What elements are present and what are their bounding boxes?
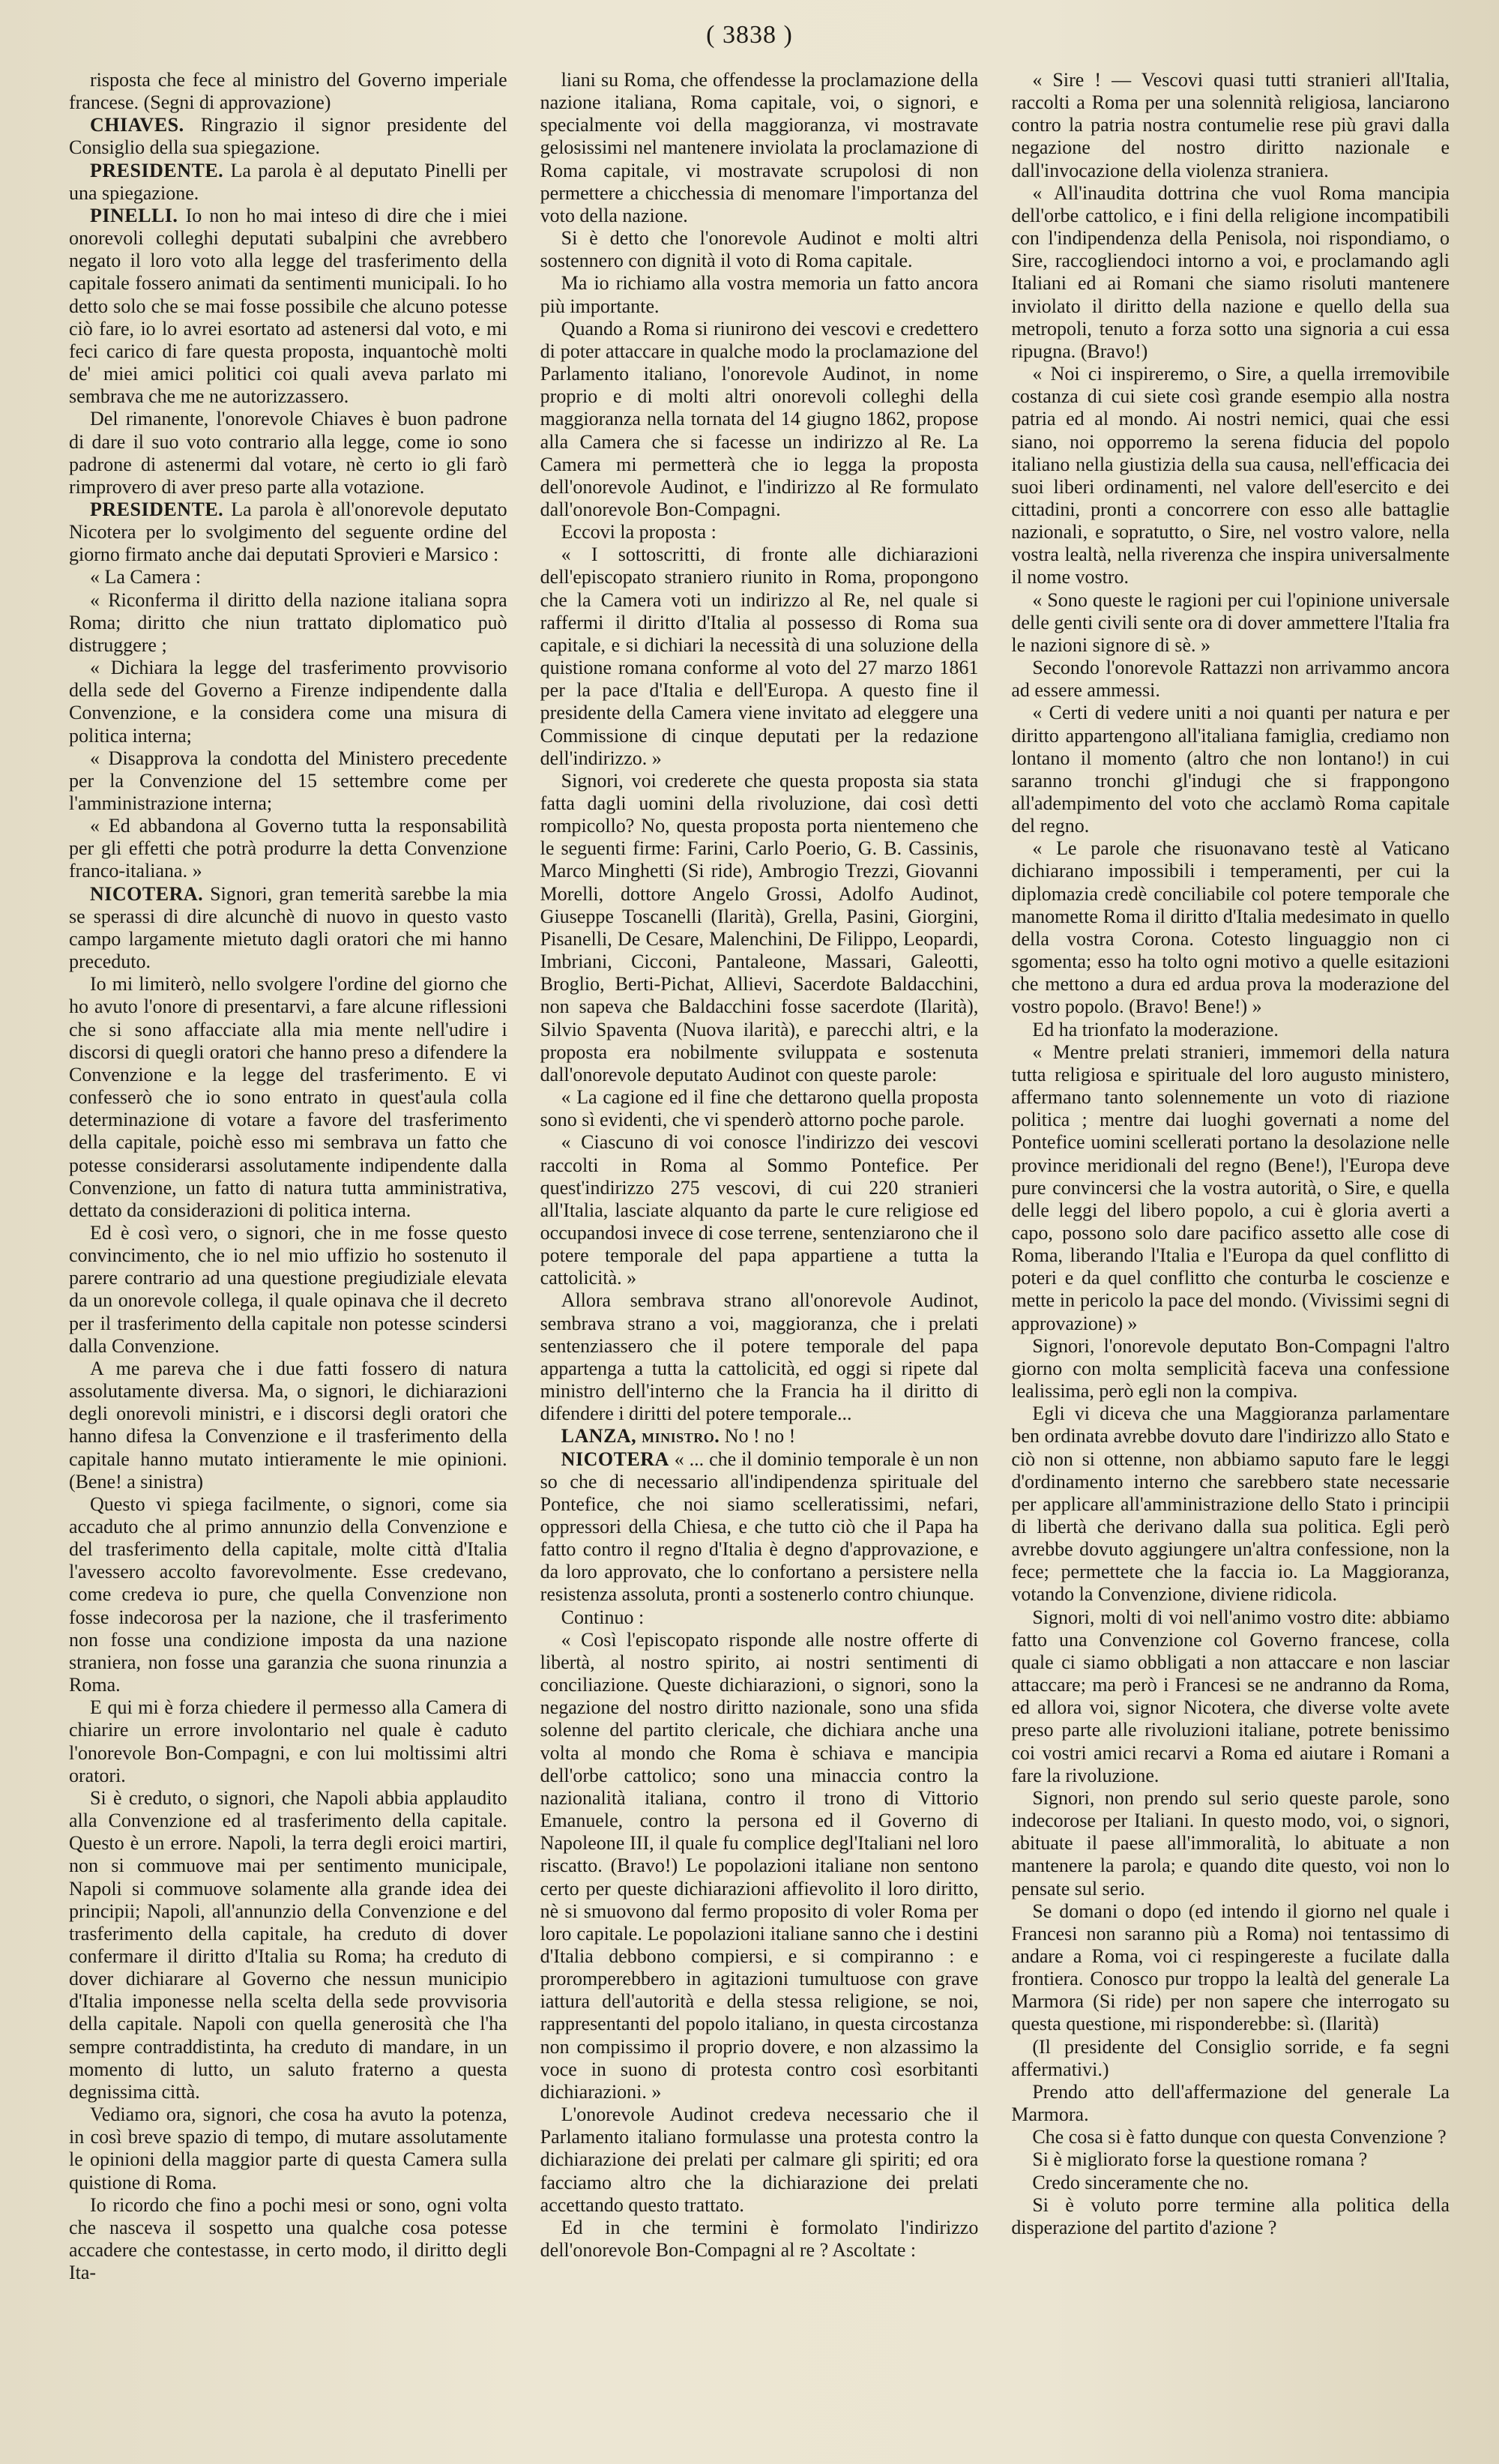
paragraph-text: Eccovi la proposta : xyxy=(561,521,717,543)
paragraph-text: Ed in che termini è formolato l'indirizzo dell'onorevole Bon-Compagni al re ? Ascoltate : xyxy=(540,2216,979,2261)
paragraph-text: Ma io richiamo alla vostra memoria un fatto ancora più importante. xyxy=(540,272,979,317)
paragraph xyxy=(69,2103,507,2194)
paragraph xyxy=(1011,1606,1450,1787)
paragraph-text: A me pareva che i due fatti fossero di natura assolutamente diversa. Ma, o signori, le dichiarazioni degli onorevoli ministri, e i discorsi degli oratori che hanno difesa la Convenzione e il trasferimento della capitale hanno mutato intieramente le mie opinioni. (Bene! a sinistra) xyxy=(69,1357,507,1492)
paragraph-text: Io mi limiterò, nello svolgere l'ordine del giorno che ho avuto l'onore di presentarvi, a fare alcune riflessioni che si sono affacciate alla mia mente nell'udire i discorsi di quegli oratori che hanno preso a difendere la Convenzione e la legge del trasferimento. E vi confesserò che io sono entrato in quest'aula colla determinazione di votare a favore del trasferimento della capitale, poichè esso mi sembrava un fatto che potesse considerarsi assolutamente indipendente dalla Convenzione, un fatto di natura tutta amministrativa, dettato da considerazioni di politica interna. xyxy=(69,973,507,1221)
paragraph xyxy=(1011,182,1450,363)
paragraph xyxy=(1011,589,1450,657)
paragraph xyxy=(540,1448,979,1606)
paragraph xyxy=(69,1696,507,1787)
paragraph xyxy=(1011,2126,1450,2148)
paragraph-text: « Disapprova la condotta del Ministero precedente per la Convenzione del 15 settembre come per l'amministrazione interna; xyxy=(69,747,507,814)
paragraph-text: Secondo l'onorevole Rattazzi non arrivammo ancora ad essere ammessi. xyxy=(1011,657,1450,702)
paragraph-text: Continuo : xyxy=(561,1606,645,1628)
page-number: ( 3838 ) xyxy=(706,21,793,49)
paragraph xyxy=(69,1222,507,1358)
paragraph xyxy=(69,2194,507,2285)
paragraph xyxy=(540,1606,979,1629)
column-middle xyxy=(540,69,979,2430)
paragraph-text: Credo sinceramente che no. xyxy=(1032,2171,1249,2193)
paragraph xyxy=(1011,1019,1450,1041)
paragraph xyxy=(69,1358,507,1493)
paragraph-text: E qui mi è forza chiedere il permesso alla Camera di chiarire un errore involontario nel quale è caduto l'onorevole Bon-Compagni, e con lui moltissimi altri oratori. xyxy=(69,1696,507,1786)
paragraph xyxy=(69,498,507,566)
paragraph xyxy=(540,2217,979,2262)
paragraph-text: Ed è così vero, o signori, che in me fosse questo convincimento, che io nel mio uffizio ho sostenuto il parere contrario ad una questione pregiudiziale elevata da un onorevole collega, il quale opinava che il decreto per il trasferimento della capitale non potesse scindersi dalla Convenzione. xyxy=(69,1221,507,1357)
paragraph-text: Signori, molti di voi nell'animo vostro dite: abbiamo fatto una Convenzione col Governo francese, colla quale ci siamo obbligati a non attaccare e non lasciar attaccare; ma però i Francesi se ne andranno da Roma, ed allora voi, signor Nicotera, che diverse volte avete preso parte alle rivoluzioni italiane, potrete benissimo coi vostri amici recarvi a Roma ed aiutare i Romani a fare la rivoluzione. xyxy=(1011,1606,1450,1786)
paragraph-text: Signori, gran temerità sarebbe la mia se sperassi di dire alcunchè di nuovo in questo vasto campo largamente mietuto dagli oratori che mi hanno preceduto. xyxy=(69,882,507,973)
paragraph-text: « ... che il dominio temporale è un non so che di necessario all'indipendenza spirituale del Pontefice, che noi siamo scelleratissimi, nefari, oppressori della Chiesa, e che tutto ciò che il Papa ha fatto contro il regno d'Italia è degno d'approvazione, e da loro approvato, che lo confortano a persistere nella resistenza assoluta, pronti a sostenerlo contro chiunque. xyxy=(540,1448,979,1606)
column-left xyxy=(69,69,507,2430)
paragraph-text: Signori, l'onorevole deputato Bon-Compagni l'altro giorno con molta semplicità faceva una confessione lealissima, però egli non la compiva. xyxy=(1011,1334,1450,1403)
paragraph xyxy=(69,589,507,657)
paragraph-text: « All'inaudita dottrina che vuol Roma mancipia dell'orbe cattolico, e i fini della religione incompatibili con l'indipendenza della Penisola, noi rispondiamo, o Sire, raccogliendoci intorno a voi, e proclamando agli Italiani ed ai Romani che siamo risoluti mantenere inviolato il diritto della nazione e quello della sua metropoli, tenuto a forza sotto una signoria a cui essa ripugna. (Bravo!) xyxy=(1011,181,1450,362)
paragraph-text: La parola è all'onorevole deputato Nicotera per lo svolgimento del seguente ordine del giorno firmato anche dai deputati Sprovieri e Marsico : xyxy=(69,498,507,566)
paragraph-text: « Certi di vedere uniti a noi quanti per natura e per diritto appartengono all'italiana famiglia, crediamo non lontano il momento (altro che non lontano!) in cui saranno tronchi gl'indugi che si frappongono all'adempimento del voto che acclamò Roma capitale del regno. xyxy=(1011,702,1450,837)
paragraph-text: « La Camera : xyxy=(90,566,201,588)
paragraph-text: (Il presidente del Consiglio sorride, e fa segni affermativi.) xyxy=(1011,2035,1450,2080)
paragraph xyxy=(1011,1900,1450,2036)
paragraph xyxy=(1011,1403,1450,1606)
paragraph-text: No ! no ! xyxy=(724,1425,796,1448)
paragraph-text: Io ricordo che fino a pochi mesi or sono, ogni volta che nasceva il sospetto una qualche cosa potesse accadere che contestasse, in certo modo, il diritto degli Ita- xyxy=(69,2193,507,2284)
paragraph xyxy=(540,1086,979,1131)
paragraph xyxy=(69,566,507,588)
paragraph xyxy=(1011,1335,1450,1403)
paragraph xyxy=(69,408,507,498)
paragraph-text: « Noi ci inspireremo, o Sire, a quella irremovibile costanza di cui siete così grande esempio alla nostra patria ed al mondo. Ai nostri nemici, quai che essi siano, noi opporremo la serena fiducia del popolo italiano nella giustizia della sua causa, nell'efficacia dei suoi liberi ordinamenti, nel valore dell'esercito e dei cittadini, pronti a concorrere con esso alle battaglie nazionali, e sopratutto, o Sire, nel vostro valore, nella vostra lealtà, nella riverenza che inspira universalmente il nome vostro. xyxy=(1011,363,1450,588)
paragraph-text: « Mentre prelati stranieri, immemori della natura tutta religiosa e spirituale del loro augusto ministero, affermano tanto solennemente un voto di riazione politica ; mentre dai luoghi governati a nome del Pontefice uomini scellerati portano la desolazione nelle province meridionali del regno (Bene!), l'Europa deve pure convincersi che la vostra autorità, o Sire, e quella delle leggi del libero popolo, a cui è gloria averti a capo, possono solo dare pacifico assetto alle cose di Roma, liberando l'Italia e l'Europa da quel conflitto di poteri e da quel conflitto che conturba le coscienze e mette in pericolo la pace del mondo. (Vivissimi segni di approvazione) » xyxy=(1011,1040,1450,1334)
paragraph-text: « Sire ! — Vescovi quasi tutti stranieri all'Italia, raccolti a Roma per una solennità religiosa, lanciarono contro la patria nostra contumelie rese più gravi dalla negazione del nostro diritto nazionale e dall'invocazione della violenza straniera. xyxy=(1011,69,1450,181)
paragraph xyxy=(69,973,507,1222)
paragraph-text: Prendo atto dell'affermazione del generale La Marmora. xyxy=(1011,2080,1450,2126)
paragraph-text: Ringrazio il signor presidente del Consiglio della sua spiegazione. xyxy=(69,114,507,159)
speaker-name: LANZA, ministro. xyxy=(561,1425,720,1448)
paragraph xyxy=(540,521,979,543)
paragraph-text: liani su Roma, che offendesse la proclamazione della nazione italiana, Roma capitale, voi, o signori, e specialmente voi della maggioranza, vi mostravate gelosissimi nel mantenere inviolata la proclamazione di Roma capitale, vi mostravate scrupolosi di non permettere a chicchessia di menomare l'importanza del voto della nazione. xyxy=(540,69,979,226)
paragraph xyxy=(69,883,507,974)
paragraph xyxy=(540,227,979,272)
paragraph xyxy=(1011,2148,1450,2171)
paragraph-text: La parola è al deputato Pinelli per una spiegazione. xyxy=(69,159,507,204)
speaker-name: PINELLI. xyxy=(90,204,178,226)
paragraph-text: « Sono queste le ragioni per cui l'opinione universale delle genti civili sente ora di dover ammettere l'Italia fra le nazioni signore di sè. » xyxy=(1011,588,1450,656)
paragraph xyxy=(69,160,507,205)
paragraph-text: Io non ho mai inteso di dire che i miei onorevoli colleghi deputati subalpini che avrebbero negato il loro voto alla legge del trasferimento della capitale fossero animati da sentimenti municipali. Io ho detto solo che se mai fosse possibile che alcuno potesse ciò fare, io lo avrei esortato ad astenersi dal voto, e mi feci carico di fare questa proposta, inquantochè molti de' miei amici politici coi quali aveva parlato mi sembrava che me ne autorizzassero. xyxy=(69,204,507,408)
paragraph xyxy=(1011,2172,1450,2194)
paragraph xyxy=(540,1131,979,1289)
paragraph-text: Egli vi diceva che una Maggioranza parlamentare ben ordinata avrebbe dovuto dare l'indirizzo allo Stato e ciò non si ottenne, non abbiamo saputo fare le leggi d'ordinamento interno che sarebbero state necessarie per applicare all'amministrazione dello Stato i principii di libertà che derivano dalla sua politica. Egli però avrebbe dovuto aggiungere un'altra confessione, non la fece; permettete che la faccia io. La Maggioranza, votando la Convenzione, diviene ridicola. xyxy=(1011,1403,1450,1606)
paragraph xyxy=(1011,702,1450,837)
speaker-name: NICOTERA. xyxy=(90,882,204,905)
paragraph-text: Questo vi spiega facilmente, o signori, come sia accaduto che al primo annunzio della Convenzione e del trasferimento della capitale, molte città d'Italia l'avessero accolto favorevolmente. Esse credevano, come credeva io pure, che quella Convenzione non fosse indecorosa per la nazione, che il trasferimento non fosse una condizione imposta da una nazione straniera, non fosse una garanzia che suona rinunzia a Roma. xyxy=(69,1492,507,1696)
paragraph-text: Signori, non prendo sul serio queste parole, sono indecorose per Italiani. In questo modo, voi, o signori, abituate il paese all'immoralità, lo abituate a non mantenere la parola; e quando dite questo, voi non lo pensate sul serio. xyxy=(1011,1786,1450,1900)
paragraph-text: « Le parole che risuonavano testè al Vaticano dichiarano impossibili i temperamenti, per cui la diplomazia credè conciliabile col potere temporale che manomette Roma il diritto d'Italia medesimato in quello della vostra Corona. Cotesto linguaggio non ci sgomenta; esso ha tolto ogni motivo a quelle esitazioni che mettono a dura ed ardua prova la moderazione del vostro popolo. (Bravo! Bene!) » xyxy=(1011,837,1450,1018)
paragraph-text: « Ciascuno di voi conosce l'indirizzo dei vescovi raccolti in Roma al Sommo Pontefice. Per quest'indirizzo 275 vescovi, di cui 220 stranieri all'Italia, lasciate alquanto da parte le cure religiose ed occupandosi invece di cose terrene, sentenziarono che il potere temporale del papa appartiene a tutta la cattolicità. » xyxy=(540,1131,979,1289)
paragraph-text: Si è creduto, o signori, che Napoli abbia applaudito alla Convenzione ed al trasferimento della capitale. Questo è un errore. Napoli, la terra degli eroici martiri, non si commuove mai per sentimento municipale, Napoli si commuove solamente alla grande idea dei principii; Napoli, all'annunzio della Convenzione e del trasferimento della capitale, ha creduto di dover confermare il diritto d'Italia su Roma; ha creduto di dover dichiarare al Governo che nessun municipio d'Italia imponesse nella scelta della sede provvisoria della capitale. Napoli con quella generosità che l'ha sempre contraddistinta, ha creduto di mandare, in un momento di lutto, un saluto fraterno a questa degnissima città. xyxy=(69,1786,507,2103)
text-columns xyxy=(69,69,1450,2430)
speaker-name: NICOTERA xyxy=(561,1448,669,1470)
speaker-name: PRESIDENTE. xyxy=(90,498,224,520)
paragraph xyxy=(1011,1787,1450,1900)
paragraph xyxy=(1011,2081,1450,2126)
paragraph xyxy=(540,1289,979,1425)
paragraph xyxy=(69,69,507,114)
paragraph xyxy=(540,272,979,317)
paragraph-text: L'onorevole Audinot credeva necessario che il Parlamento italiano formulasse una protesta contro la dichiarazione dei prelati per calmare gli spiriti; ed ora facciamo altro che la dichiarazione dei prelati accettando questo trattato. xyxy=(540,2103,979,2216)
paragraph xyxy=(69,205,507,408)
paragraph xyxy=(1011,69,1450,182)
paragraph xyxy=(540,69,979,227)
paragraph xyxy=(540,1629,979,2103)
column-right xyxy=(1011,69,1450,2430)
paragraph-text: « La cagione ed il fine che dettarono quella proposta sono sì evidenti, che vi spenderò attorno poche parole. xyxy=(540,1086,979,1131)
paragraph xyxy=(1011,837,1450,1018)
paragraph-text: Si è detto che l'onorevole Audinot e molti altri sostennero con dignità il voto di Roma capitale. xyxy=(540,227,979,272)
paragraph xyxy=(69,114,507,159)
speaker-name: CHIAVES. xyxy=(90,114,184,136)
paragraph-text: Allora sembrava strano all'onorevole Audinot, sembrava strano a voi, maggioranza, che i prelati sentenziassero che il potere temporale del papa appartenga a tutta la cattolicità, ed oggi si ripete dal ministro dell'interno che la Francia ha il diritto di difendere i diritti del potere temporale... xyxy=(540,1289,979,1425)
paragraph-text: Se domani o dopo (ed intendo il giorno nel quale i Francesi non saranno più a Roma) noi tentassimo di andare a Roma, voi ci respingereste a fucilate dalla frontiera. Conosco pur troppo la lealtà del generale La Marmora (Si ride) per non sapere che interrogato su questa questione, mi risponderebbe: sì. (Ilarità) xyxy=(1011,1900,1450,2035)
paragraph xyxy=(1011,363,1450,589)
paragraph-text: Che cosa si è fatto dunque con questa Convenzione ? xyxy=(1032,2126,1447,2148)
paragraph xyxy=(1011,2194,1450,2239)
paragraph-text: « Dichiara la legge del trasferimento provvisorio della sede del Governo a Firenze indipendente dalla Convenzione, e la considera come una misura di politica interna; xyxy=(69,657,507,747)
paragraph-text: Del rimanente, l'onorevole Chiaves è buon padrone di dare il suo voto contrario alla legge, come io sono padrone di astenermi dal votare, nè certo io gli farò rimprovero di aver preso parte alla votazione. xyxy=(69,408,507,498)
paragraph xyxy=(1011,2036,1450,2081)
speaker-name: PRESIDENTE. xyxy=(90,159,224,181)
paragraph xyxy=(1011,657,1450,702)
paragraph-text: Si è voluto porre termine alla politica della disperazione del partito d'azione ? xyxy=(1011,2193,1450,2238)
paragraph xyxy=(540,318,979,521)
paragraph-text: Signori, voi crederete che questa proposta sia stata fatta dagli uomini della rivoluzione, dai così detti rompicollo? No, questa proposta porta nientemeno che le seguenti firme: Farini, Carlo Poerio, G. B. Cassinis, Marco Minghetti (Si ride), Ambrogio Trezzi, Giovanni Morelli, dottore Angelo Grossi, Adolfo Audinot, Giuseppe Toscanelli (Ilarità), Grella, Pasini, Giorgini, Pisanelli, De Cesare, Malenchini, De Filippo, Leopardi, Imbriani, Cicconi, Pantaleone, Massari, Galeotti, Broglio, Berti-Pichat, Allievi, Sacerdote Baldacchini, non sapeva che Baldacchini fosse sacerdote (Ilarità), Silvio Spaventa (Nuova ilarità), e parecchi altri, e la proposta era nobilmente sviluppata e sostenuta dall'onorevole deputato Audinot con queste parole: xyxy=(540,769,979,1085)
paragraph xyxy=(69,1787,507,2103)
paragraph xyxy=(1011,1041,1450,1335)
paragraph xyxy=(540,770,979,1086)
paragraph xyxy=(540,543,979,770)
paragraph-text: « Ed abbandona al Governo tutta la responsabilità per gli effetti che potrà produrre la detta Convenzione franco-italiana. » xyxy=(69,815,507,882)
paragraph-text: Si è migliorato forse la questione romana ? xyxy=(1032,2148,1368,2171)
paragraph-text: « Così l'episcopato risponde alle nostre offerte di libertà, al nostro spirito, ai nostri sentimenti di conciliazione. Queste dichiarazioni, o signori, sono la negazione del nostro diritto nazionale, sono una sfida solenne del partito clericale, che dichiara anche una volta al mondo che Roma è schiava e mancipia dell'orbe cattolico; sono una minaccia contro la nazionalità italiana, contro il trono di Vittorio Emanuele, contro la persona ed il Governo di Napoleone III, il quale fu complice degl'Italiani nel loro riscatto. (Bravo!) Le popolazioni italiane non sentono certo per queste dichiarazioni affievolito il loro diritto, nè si smuovono dal fermo proposito di voler Roma per loro capitale. Le popolazioni italiane sanno che i destini d'Italia debbono compiersi, e si compiranno : e proromperebbero in agitazioni tumultuose con grave iattura dell'autorità e della stessa religione, se noi, rappresentanti del popolo italiano, in questa circostanza non compissimo il proprio dovere, e non alzassimo la voce in suono di protesta contro così esorbitanti dichiarazioni. » xyxy=(540,1628,979,2103)
paragraph xyxy=(69,657,507,747)
paragraph-text: Ed ha trionfato la moderazione. xyxy=(1032,1018,1279,1040)
paragraph xyxy=(69,747,507,815)
paragraph xyxy=(540,1425,979,1448)
paragraph-text: Vediamo ora, signori, che cosa ha avuto la potenza, in così breve spazio di tempo, di mutare assolutamente le opinioni della maggior parte di questa Camera sulla quistione di Roma. xyxy=(69,2103,507,2193)
paragraph-text: « I sottoscritti, di fronte alle dichiarazioni dell'episcopato straniero riunito in Roma, propongono che la Camera voti un indirizzo al Re, nel quale si raffermi il diritto d'Italia al possesso di Roma sua capitale, e si dichiari la necessità di una soluzione della quistione romana conforme al voto del 27 marzo 1861 per la pace d'Italia e dell'Europa. A questo fine il presidente della Camera viene invitato ad eleggere una Commissione di cinque deputati per la redazione dell'indirizzo. » xyxy=(540,543,979,769)
paragraph-text: risposta che fece al ministro del Governo imperiale francese. (Segni di approvazione) xyxy=(69,69,507,114)
paragraph xyxy=(69,1493,507,1696)
paragraph-text: « Riconferma il diritto della nazione italiana sopra Roma; diritto che niun trattato diplomatico può distruggere ; xyxy=(69,588,507,656)
paragraph-text: Quando a Roma si riunirono dei vescovi e credettero di poter attaccare in qualche modo la proclamazione del Parlamento italiano, l'onorevole Audinot, in nome proprio e di molti altri onorevoli colleghi della maggioranza nella tornata del 14 giugno 1862, propose alla Camera che si facesse un indirizzo al Re. La Camera mi permetterà che io legga la proposta dell'onorevole Audinot, e l'indirizzo al Re formulato dall'onorevole Bon-Compagni. xyxy=(540,317,979,520)
paragraph xyxy=(69,815,507,882)
paragraph xyxy=(540,2103,979,2217)
